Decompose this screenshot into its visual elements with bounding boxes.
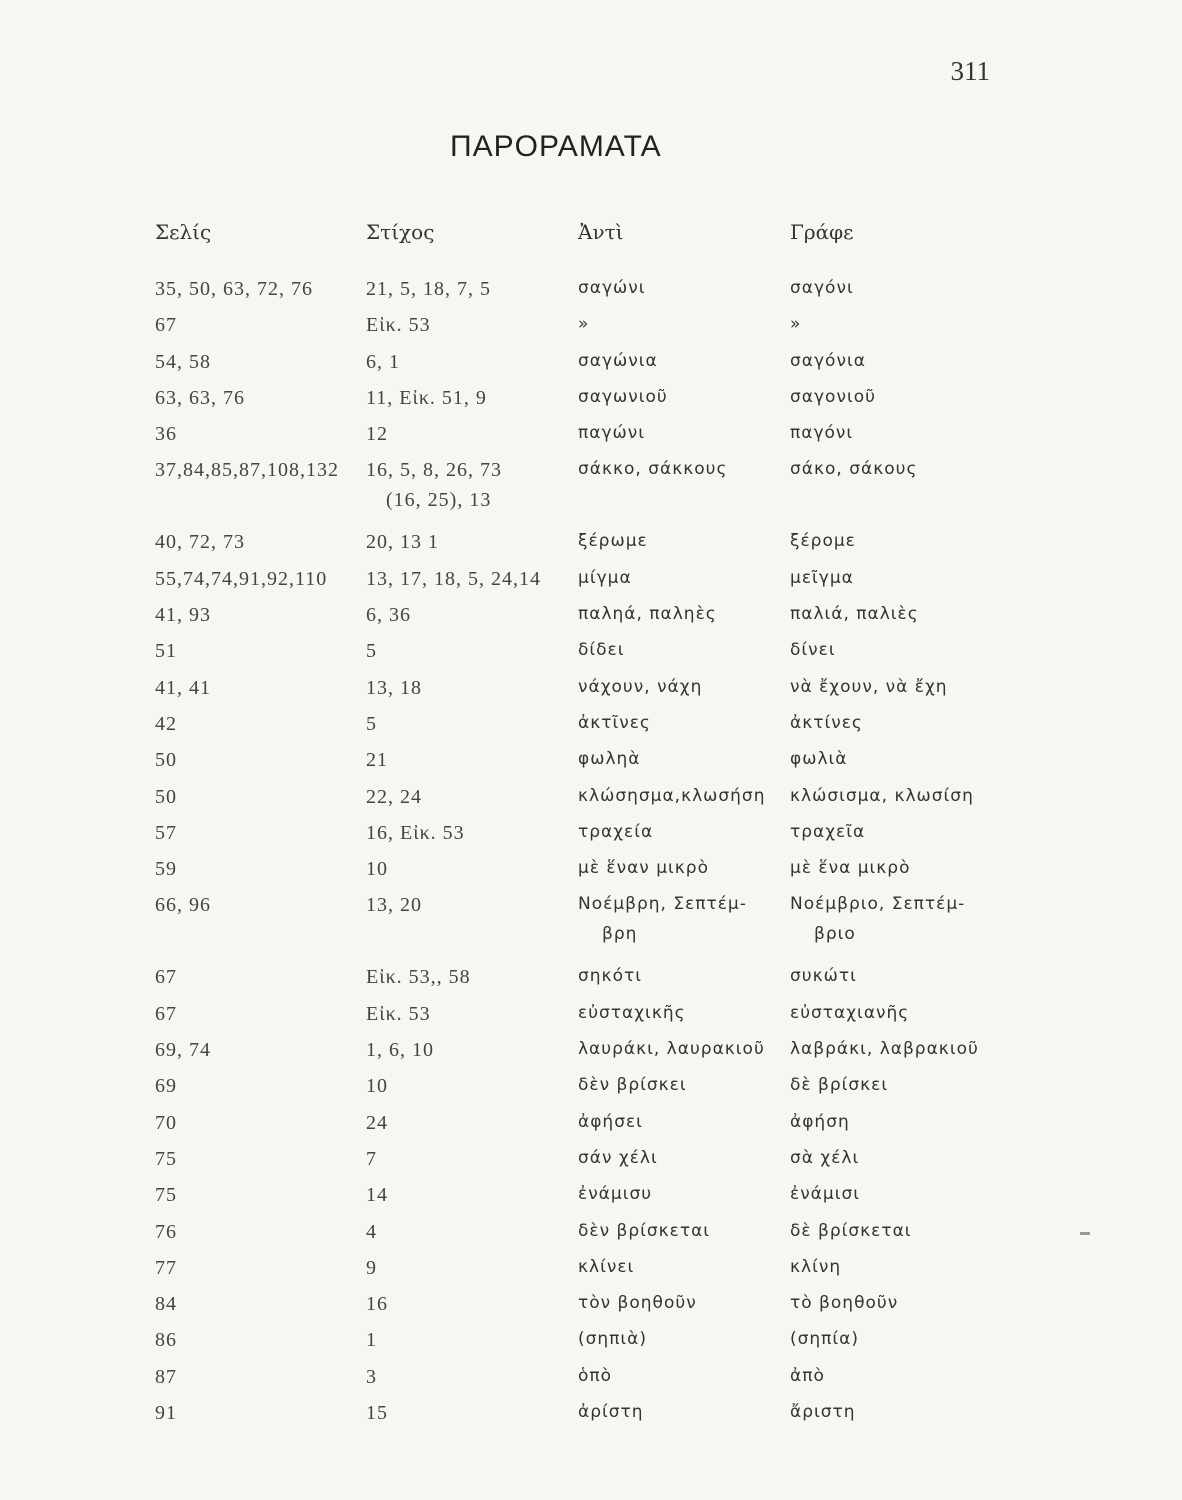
cell-page: 77 bbox=[155, 1256, 177, 1279]
cell-line: 4 bbox=[366, 1220, 377, 1243]
table-row bbox=[0, 1039, 1182, 1075]
cell-line: 14 bbox=[366, 1184, 388, 1207]
cell-page: 41, 41 bbox=[155, 676, 211, 699]
cell-wrong: κλίνει bbox=[578, 1256, 635, 1277]
cell-right: ἀπὸ bbox=[790, 1365, 825, 1386]
cell-line: 10 bbox=[366, 858, 388, 881]
scan-mark bbox=[1080, 1232, 1090, 1235]
cell-line: 15 bbox=[366, 1402, 388, 1425]
cell-page: 57 bbox=[155, 821, 177, 844]
cell-wrong: σαγωνιοῦ bbox=[578, 386, 668, 407]
page-number: 311 bbox=[950, 56, 990, 86]
table-row bbox=[0, 314, 1182, 350]
cell-page: 67 bbox=[155, 314, 177, 337]
table-row bbox=[0, 966, 1182, 1002]
cell-page: 37,84,85,87,108,132 bbox=[155, 459, 339, 482]
table-row bbox=[0, 858, 1182, 894]
table-row bbox=[0, 640, 1182, 676]
cell-right: μὲ ἕνα μικρὸ bbox=[790, 858, 911, 879]
table-row bbox=[0, 1257, 1182, 1293]
cell-line: 21, 5, 18, 7, 5 bbox=[366, 278, 491, 300]
cell-right-continued: βριο bbox=[814, 924, 856, 945]
cell-wrong: ἀφήσει bbox=[578, 1111, 643, 1132]
table-header bbox=[0, 220, 1182, 260]
errata-table bbox=[0, 278, 1182, 1438]
cell-right: δίνει bbox=[790, 640, 836, 661]
cell-wrong: φωληὰ bbox=[578, 749, 641, 770]
table-row bbox=[0, 568, 1182, 604]
cell-right: δὲ βρίσκεται bbox=[790, 1220, 912, 1241]
cell-right: κλίνη bbox=[790, 1256, 842, 1277]
cell-page: 84 bbox=[155, 1293, 177, 1316]
cell-line: 22, 24 bbox=[366, 785, 422, 808]
cell-page: 70 bbox=[155, 1111, 177, 1134]
cell-line: 3 bbox=[366, 1365, 377, 1388]
cell-page: 91 bbox=[155, 1402, 177, 1425]
cell-right: σὰ χέλι bbox=[790, 1147, 860, 1168]
cell-right: σάκο, σάκους bbox=[790, 459, 918, 480]
cell-wrong: τραχεία bbox=[578, 821, 654, 842]
cell-right: ἀφήση bbox=[790, 1111, 850, 1132]
cell-page: 59 bbox=[155, 858, 177, 881]
cell-right: σαγόνια bbox=[790, 350, 866, 371]
cell-line-continued: (16, 25), 13 bbox=[386, 489, 492, 512]
table-row bbox=[0, 1003, 1182, 1039]
cell-right: ἀκτίνες bbox=[790, 712, 863, 733]
cell-page: 35, 50, 63, 72, 76 bbox=[155, 278, 313, 300]
cell-page: 54, 58 bbox=[155, 350, 211, 373]
cell-wrong: σαγώνια bbox=[578, 350, 658, 371]
cell-wrong: σάκκο, σάκκους bbox=[578, 459, 728, 480]
cell-line: 12 bbox=[366, 423, 388, 446]
cell-line: 16, 5, 8, 26, 73 bbox=[366, 459, 502, 482]
cell-page: 40, 72, 73 bbox=[155, 531, 245, 554]
cell-right: φωλιὰ bbox=[790, 749, 848, 770]
cell-line: 13, 20 bbox=[366, 894, 422, 917]
table-row bbox=[0, 677, 1182, 713]
cell-page: 86 bbox=[155, 1329, 177, 1352]
cell-wrong: ξέρωμε bbox=[578, 531, 648, 552]
table-row bbox=[0, 1221, 1182, 1257]
cell-line: 11, Εἰκ. 51, 9 bbox=[366, 386, 487, 409]
cell-page: 55,74,74,91,92,110 bbox=[155, 567, 328, 590]
cell-line: 24 bbox=[366, 1111, 388, 1134]
cell-line: 13, 18 bbox=[366, 676, 422, 699]
cell-page: 67 bbox=[155, 966, 177, 989]
cell-page: 50 bbox=[155, 785, 177, 808]
cell-line: 5 bbox=[366, 640, 377, 663]
cell-right: δὲ βρίσκει bbox=[790, 1075, 889, 1096]
cell-line: 16 bbox=[366, 1293, 388, 1316]
table-row bbox=[0, 894, 1182, 966]
page-title: ΠΑΡΟΡΑΜΑΤΑ bbox=[450, 130, 662, 163]
cell-line: Εἰκ. 53 bbox=[366, 1002, 431, 1025]
cell-wrong: ὁπὸ bbox=[578, 1365, 613, 1386]
table-row bbox=[0, 1329, 1182, 1365]
cell-wrong: μὲ ἕναν μικρὸ bbox=[578, 858, 709, 879]
table-row bbox=[0, 1184, 1182, 1220]
cell-page: 42 bbox=[155, 712, 177, 735]
cell-right: ἄριστη bbox=[790, 1402, 856, 1423]
cell-wrong: σάν χέλι bbox=[578, 1147, 658, 1168]
cell-wrong: εὐσταχικῆς bbox=[578, 1002, 686, 1023]
cell-page: 66, 96 bbox=[155, 894, 211, 917]
cell-wrong: κλώσησμα,κλωσήση bbox=[578, 785, 766, 806]
cell-line: 5 bbox=[366, 712, 377, 735]
cell-page: 69 bbox=[155, 1075, 177, 1098]
cell-wrong: ἐνάμισυ bbox=[578, 1184, 653, 1205]
table-row bbox=[0, 713, 1182, 749]
cell-page: 50 bbox=[155, 749, 177, 772]
table-row bbox=[0, 531, 1182, 567]
cell-wrong: δίδει bbox=[578, 640, 625, 661]
cell-wrong: σαγώνι bbox=[578, 278, 646, 298]
header-wrong: Ἀντὶ bbox=[578, 220, 624, 244]
table-row bbox=[0, 1148, 1182, 1184]
cell-page: 41, 93 bbox=[155, 604, 211, 627]
cell-line: 16, Εἰκ. 53 bbox=[366, 821, 465, 844]
cell-wrong: τὸν βοηθοῦν bbox=[578, 1293, 697, 1314]
cell-wrong: σηκότι bbox=[578, 966, 642, 987]
cell-wrong: νάχουν, νάχη bbox=[578, 676, 703, 697]
cell-line: 9 bbox=[366, 1256, 377, 1279]
cell-page: 69, 74 bbox=[155, 1039, 211, 1062]
cell-page: 63, 63, 76 bbox=[155, 386, 245, 409]
cell-wrong: ἀκτῖνες bbox=[578, 712, 651, 733]
cell-wrong: (σηπιὰ) bbox=[578, 1329, 648, 1350]
cell-wrong: μίγμα bbox=[578, 567, 632, 588]
cell-page: 76 bbox=[155, 1220, 177, 1243]
cell-right: παγόνι bbox=[790, 423, 854, 444]
table-row bbox=[0, 459, 1182, 531]
cell-wrong: » bbox=[578, 314, 590, 335]
cell-page: 36 bbox=[155, 423, 177, 446]
cell-wrong: Νοέμβρη, Σεπτέμ- bbox=[578, 894, 747, 915]
table-row bbox=[0, 351, 1182, 387]
cell-wrong: δὲν βρίσκεται bbox=[578, 1220, 711, 1241]
cell-line: 21 bbox=[366, 749, 388, 772]
cell-page: 75 bbox=[155, 1147, 177, 1170]
cell-line: Εἰκ. 53 bbox=[366, 314, 431, 337]
cell-line: 10 bbox=[366, 1075, 388, 1098]
cell-right: » bbox=[790, 314, 802, 335]
table-row bbox=[0, 387, 1182, 423]
cell-line: 6, 1 bbox=[366, 350, 400, 373]
cell-right: εὐσταχιανῆς bbox=[790, 1002, 910, 1023]
cell-right: παλιά, παλιὲς bbox=[790, 604, 919, 625]
table-row bbox=[0, 423, 1182, 459]
cell-wrong-continued: βρη bbox=[602, 924, 638, 945]
cell-line: 13, 17, 18, 5, 24,14 bbox=[366, 567, 541, 590]
cell-page: 51 bbox=[155, 640, 177, 663]
cell-right: συκώτι bbox=[790, 966, 857, 987]
cell-right: (σηπία) bbox=[790, 1329, 860, 1350]
cell-page: 67 bbox=[155, 1002, 177, 1025]
table-row bbox=[0, 1402, 1182, 1438]
cell-wrong: παγώνι bbox=[578, 423, 645, 444]
cell-line: 6, 36 bbox=[366, 604, 411, 627]
header-line: Στίχος bbox=[366, 220, 435, 244]
table-row bbox=[0, 278, 1182, 314]
cell-line: 1, 6, 10 bbox=[366, 1039, 434, 1062]
cell-line: 20, 13 1 bbox=[366, 531, 439, 554]
cell-wrong: ἀρίστη bbox=[578, 1402, 644, 1423]
cell-right: λαβράκι, λαβρακιοῦ bbox=[790, 1039, 979, 1060]
table-row bbox=[0, 1293, 1182, 1329]
table-row bbox=[0, 1075, 1182, 1111]
cell-right: κλώσισμα, κλωσίση bbox=[790, 785, 974, 806]
cell-right: σαγόνι bbox=[790, 278, 854, 298]
cell-page: 87 bbox=[155, 1365, 177, 1388]
header-page: Σελίς bbox=[155, 220, 212, 244]
cell-page: 75 bbox=[155, 1184, 177, 1207]
cell-right: σαγονιοῦ bbox=[790, 386, 876, 407]
cell-line: 7 bbox=[366, 1147, 377, 1170]
cell-right: τραχεῖα bbox=[790, 821, 866, 842]
cell-line: Εἰκ. 53,, 58 bbox=[366, 966, 471, 989]
cell-wrong: λαυράκι, λαυρακιοῦ bbox=[578, 1039, 765, 1060]
header-right: Γράφε bbox=[790, 220, 854, 244]
table-row bbox=[0, 749, 1182, 785]
cell-right: νὰ ἔχουν, νὰ ἔχη bbox=[790, 676, 948, 697]
cell-right: Νοέμβριο, Σεπτέμ- bbox=[790, 894, 966, 915]
cell-right: ξέρομε bbox=[790, 531, 856, 552]
table-row bbox=[0, 604, 1182, 640]
table-row bbox=[0, 786, 1182, 822]
cell-right: τὸ βοηθοῦν bbox=[790, 1293, 899, 1314]
cell-line: 1 bbox=[366, 1329, 377, 1352]
cell-right: μεῖγμα bbox=[790, 567, 854, 588]
table-row bbox=[0, 1112, 1182, 1148]
cell-right: ἐνάμισι bbox=[790, 1184, 860, 1205]
table-row bbox=[0, 822, 1182, 858]
cell-wrong: δὲν βρίσκει bbox=[578, 1075, 687, 1096]
table-row bbox=[0, 1366, 1182, 1402]
cell-wrong: παληά, παληὲς bbox=[578, 604, 717, 625]
